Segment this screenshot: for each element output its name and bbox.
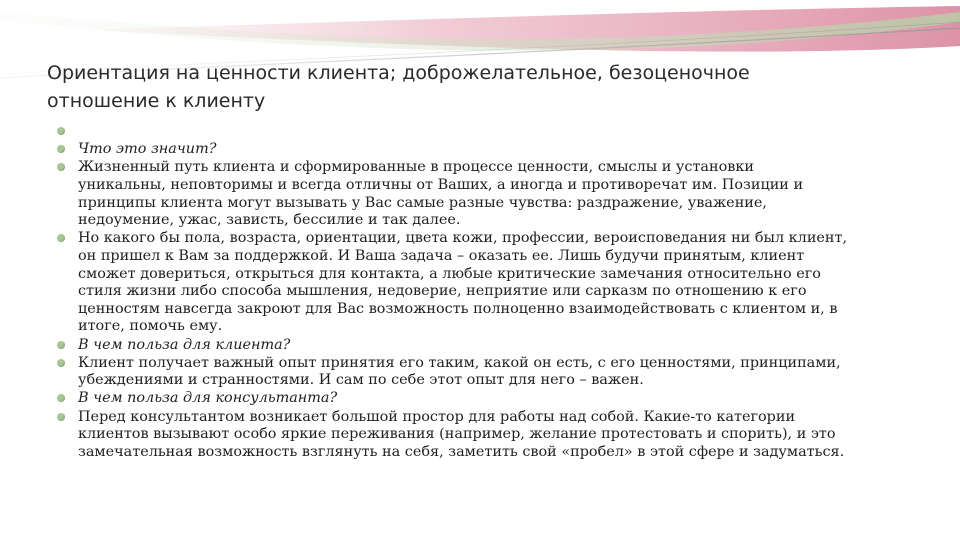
- list-item-support: [56, 230, 908, 336]
- list-item-question-consultant-benefit: [56, 390, 908, 408]
- list-item-client-experience: [56, 355, 908, 390]
- slide-title-line-1: Ориентация на ценности клиента; доброжелательное, безоценочное: [47, 62, 750, 84]
- bullet-dot-icon: [57, 127, 65, 135]
- list-item-text: В чем польза для консультанта?: [78, 390, 338, 407]
- bullet-dot-icon: [57, 145, 65, 153]
- list-item-text: Клиент получает важный опыт принятия его таким, какой он есть, с его ценностями, принципами, убеждениями и странностями. И сам по себе этот опыт для него – важен.: [78, 354, 841, 389]
- bullet-dot-icon: [57, 413, 65, 421]
- list-item-consultant-growth: [56, 409, 908, 462]
- list-item-text: [78, 123, 908, 141]
- list-item-question-client-benefit: [56, 337, 908, 355]
- list-item-text: Перед консультантом возникает большой простор для работы над собой. Какие-то категории клиентов вызывают особо яркие переживания (например, желание протестовать и спорить), и это замечательная возможность взглянуть на себя, заметить свой «пробел» в этой сфере и задуматься.: [78, 408, 845, 460]
- list-item-text: Жизненный путь клиента и сформированные в процессе ценности, смыслы и установки уникальны, неповторимы и всегда отличны от Ваших, а иногда и противоречат им. Позиции и принципы клиента могут вызывать у Вас самые разные чувства: раздражение, уважение, недоумение, ужас, зависть, бессилие и так далее.: [78, 159, 804, 229]
- bullet-dot-icon: [57, 359, 65, 367]
- bullet-dot-icon: [57, 163, 65, 171]
- bullet-dot-icon: [57, 341, 65, 349]
- list-item-text: Но какого бы пола, возраста, ориентации, цвета кожи, профессии, вероисповедания ни был клиент, он пришел к Вам за поддержкой. И Ваша задача – оказать ее. Лишь будучи принятым, клиент сможет довериться, открыться для контакта, а любые критические замечания относительно его стиля жизни либо способа мышления, недоверие, неприятие или сарказм по отношению к его ценностям навсегда закроют для Вас возможность полноценно взаимодействовать с клиентом и, в итоге, помочь ему.: [78, 230, 848, 335]
- list-item-empty: [56, 123, 908, 141]
- bullet-dot-icon: [57, 394, 65, 402]
- list-item-text: Что это значит?: [78, 141, 217, 158]
- bullet-list: [56, 123, 908, 462]
- slide-title: [47, 59, 917, 115]
- list-item-text: В чем польза для клиента?: [78, 336, 291, 353]
- bullet-dot-icon: [57, 234, 65, 242]
- list-item-question-meaning: [56, 141, 908, 159]
- slide-title-line-2: отношение к клиенту: [47, 90, 266, 112]
- list-item-client-path: [56, 159, 908, 229]
